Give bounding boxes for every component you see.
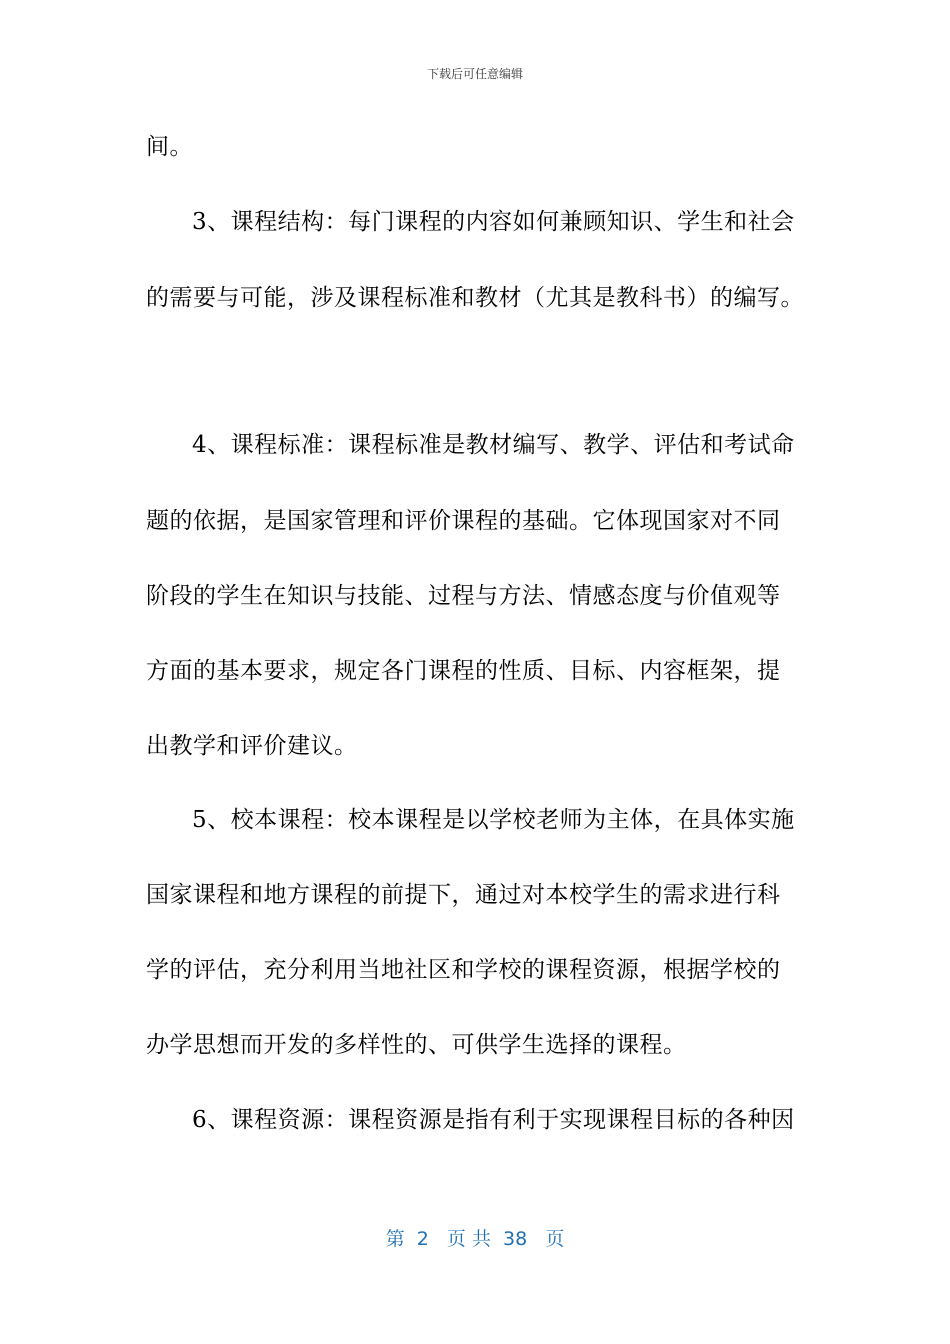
body-line: 办学思想而开发的多样性的、可供学生选择的课程。 bbox=[146, 1032, 687, 1058]
body-line: 4、课程标准：课程标准是教材编写、教学、评估和考试命 bbox=[192, 432, 795, 458]
body-line: 的需要与可能，涉及课程标准和教材（尤其是教科书）的编写。 bbox=[146, 285, 804, 311]
page-footer: 第 2 页 共 38 页 bbox=[385, 1228, 565, 1250]
body-line: 6、课程资源：课程资源是指有利于实现课程目标的各种因 bbox=[192, 1107, 795, 1133]
body-line: 出教学和评价建议。 bbox=[146, 733, 358, 759]
body-line: 间。 bbox=[146, 134, 193, 160]
body-line: 国家课程和地方课程的前提下，通过对本校学生的需求进行科 bbox=[146, 882, 781, 908]
page-header: 下载后可任意编辑 bbox=[426, 67, 523, 81]
body-line: 3、课程结构：每门课程的内容如何兼顾知识、学生和社会 bbox=[192, 209, 795, 235]
body-line: 学的评估，充分利用当地社区和学校的课程资源，根据学校的 bbox=[146, 957, 781, 983]
body-line: 题的依据，是国家管理和评价课程的基础。它体现国家对不同 bbox=[146, 508, 781, 534]
body-line: 方面的基本要求，规定各门课程的性质、目标、内容框架，提 bbox=[146, 658, 781, 684]
body-line: 阶段的学生在知识与技能、过程与方法、情感态度与价值观等 bbox=[146, 583, 781, 609]
body-line: 5、校本课程：校本课程是以学校老师为主体，在具体实施 bbox=[192, 807, 795, 833]
